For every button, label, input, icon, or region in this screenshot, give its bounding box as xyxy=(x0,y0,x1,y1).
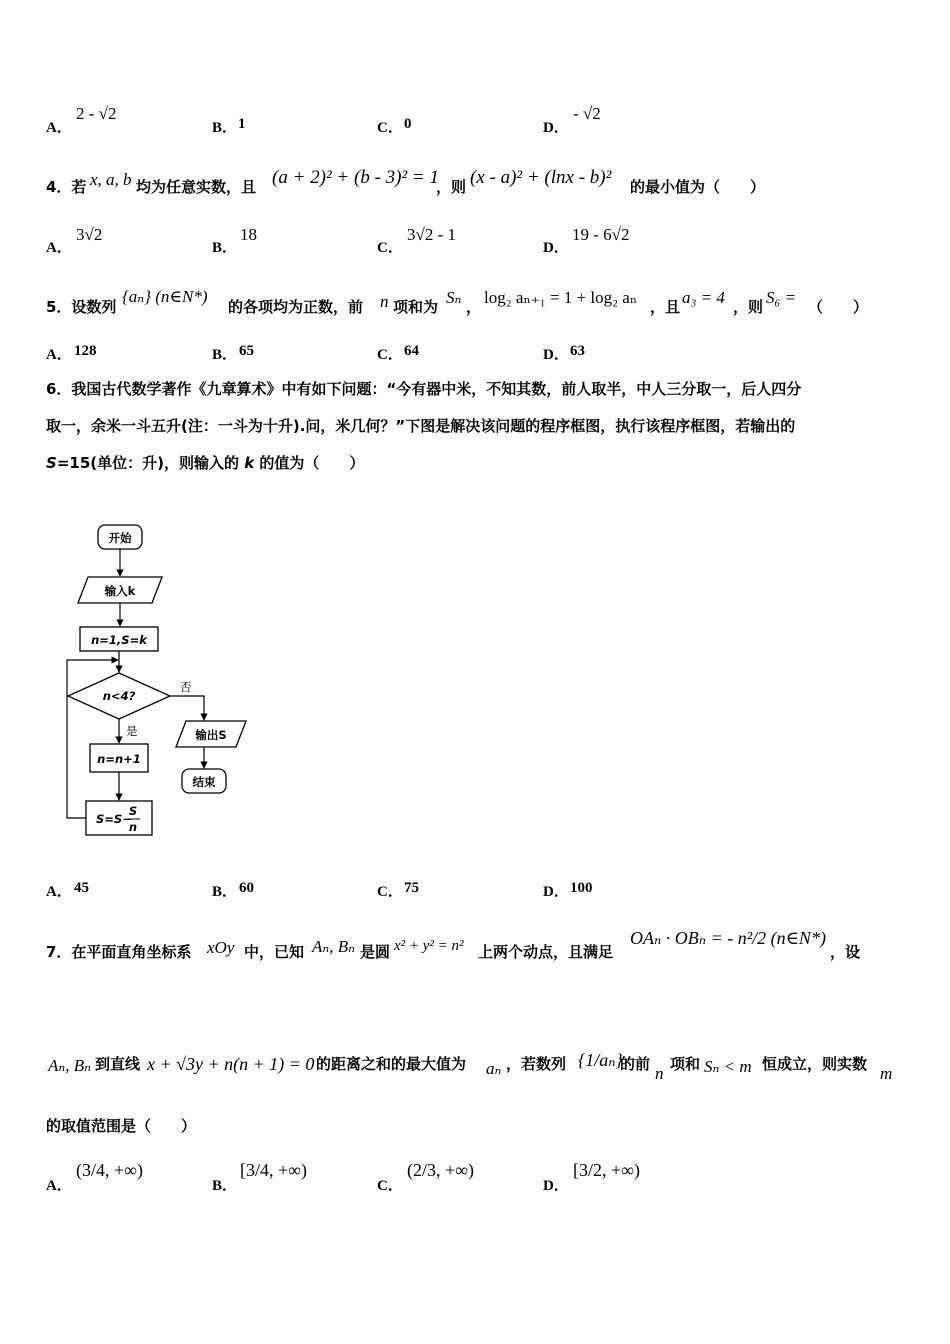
q4-option-a-letter: A． xyxy=(46,240,72,256)
flow-init-label: n=1,S=k xyxy=(91,633,147,647)
flow-increment-label: n=n+1 xyxy=(97,752,141,766)
q4-text-2: ，则 xyxy=(436,178,467,196)
q7-text-8: 的前 xyxy=(620,1055,651,1073)
q7-option-b-value: [3/4, +∞) xyxy=(240,1160,307,1180)
q4-option-c-letter: C． xyxy=(377,240,403,256)
q5-option-b-letter: B． xyxy=(212,347,238,363)
q3-option-d-value: - √2 xyxy=(573,104,601,123)
flow-update-denominator: n xyxy=(128,820,138,834)
q4-option-b-value: 18 xyxy=(240,225,257,244)
q7-text-4: ，设 xyxy=(830,943,861,961)
q6-option-b-value: 60 xyxy=(239,880,254,896)
q5-number: 5．设数列 xyxy=(46,298,117,316)
q5-option-c-letter: C． xyxy=(377,347,403,363)
q7-option-a-letter: A． xyxy=(46,1178,72,1194)
q6-option-d-letter: D． xyxy=(543,884,569,900)
q6-option-c-letter: C． xyxy=(377,884,403,900)
q4-option-a-value: 3√2 xyxy=(76,225,103,244)
q5-option-c-value: 64 xyxy=(404,343,419,359)
flow-end-label: 结束 xyxy=(192,775,216,789)
q4-expression: (x - a)² + (lnx - b)² xyxy=(470,167,612,188)
q4-option-d-value: 19 - 6√2 xyxy=(572,225,630,244)
q6-option-c-value: 75 xyxy=(404,880,419,896)
flow-arrow-no xyxy=(170,696,204,720)
q4-condition: (a + 2)² + (b - 3)² = 1 xyxy=(272,167,439,188)
q5-text-4: ，则 xyxy=(733,298,764,316)
q6-k-symbol: k xyxy=(244,454,255,472)
q4-number: 4．若 xyxy=(46,178,87,196)
q7-circle: x² + y² = n² xyxy=(394,938,464,954)
q4-text-3: 的最小值为（ ） xyxy=(630,178,766,196)
q7-text-1: 中，已知 xyxy=(244,943,305,961)
q7-ab-2: Aₙ, Bₙ xyxy=(48,1056,92,1075)
q5-option-a-value: 128 xyxy=(74,343,97,359)
q7-option-c-letter: C． xyxy=(377,1178,403,1194)
q7-line: x + √3y + n(n + 1) = 0 xyxy=(147,1054,315,1074)
q6-s-symbol: S xyxy=(46,454,57,472)
flow-input-label: 输入k xyxy=(104,584,136,598)
flow-update-numerator: S xyxy=(128,804,138,818)
q7-m: m xyxy=(880,1064,893,1083)
q6-line-1: 6．我国古代数学著作《九章算术》中有如下问题：“今有器中米，不知其数，前人取半，中人三分取一，后人四分 xyxy=(46,380,802,398)
q3-option-a-letter: A． xyxy=(46,120,72,136)
q6-line-3-b: 的值为（ ） xyxy=(259,454,365,472)
q7-text-2: 是圆 xyxy=(360,943,391,961)
q7-dot-product: OAₙ · OBₙ = - n²/2 (n∈N*) xyxy=(630,928,826,948)
q5-text-2: 项和为 xyxy=(393,298,439,316)
q7-text-7: ，若数列 xyxy=(506,1055,567,1073)
q7-option-a-value: (3/4, +∞) xyxy=(76,1160,143,1180)
q7-number: 7．在平面直角坐标系 xyxy=(46,943,192,961)
q5-a3: a₃ = 4 xyxy=(682,288,725,307)
q7-reciprocal-sequence: {1/aₙ} xyxy=(578,1050,623,1070)
q7-an: aₙ xyxy=(486,1059,502,1078)
q7-n: n xyxy=(655,1064,664,1083)
q5-option-b-value: 65 xyxy=(239,343,254,359)
q4-vars: x, a, b xyxy=(90,170,132,189)
flow-no-label: 否 xyxy=(180,680,192,694)
q7-option-d-letter: D． xyxy=(543,1178,569,1194)
q3-option-d-letter: D． xyxy=(543,120,569,136)
flow-update-lhs: S=S− xyxy=(96,812,132,826)
q3-option-c-value: 0 xyxy=(404,116,412,132)
q4-option-c-value: 3√2 - 1 xyxy=(407,225,456,244)
q5-option-d-letter: D． xyxy=(543,347,569,363)
q7-line-3: 的取值范围是（ ） xyxy=(46,1117,197,1135)
q5-sn: Sₙ xyxy=(446,288,462,307)
q7-ab: Aₙ, Bₙ xyxy=(312,937,356,956)
q7-option-b-letter: B． xyxy=(212,1178,238,1194)
q5-s6: S₆ = xyxy=(766,288,797,307)
flow-decision-label: n<4? xyxy=(102,689,136,703)
q6-option-b-letter: B． xyxy=(212,884,238,900)
q7-text-5: 到直线 xyxy=(95,1055,141,1073)
q7-sn-lt-m: Sₙ < m xyxy=(704,1057,752,1076)
q5-n: n xyxy=(380,292,389,311)
q6-option-a-value: 45 xyxy=(74,880,89,896)
flow-yes-label: 是 xyxy=(126,724,138,738)
q4-option-b-letter: B． xyxy=(212,240,238,256)
q4-text-1: 均为任意实数，且 xyxy=(136,178,257,196)
q3-option-c-letter: C． xyxy=(377,120,403,136)
q5-comma: ， xyxy=(466,298,482,316)
q6-line-2: 取一，余米一斗五升(注：一斗为十升).问，米几何？”下图是解决该问题的程序框图，执行该程序框图，若输出的 xyxy=(46,417,796,435)
q5-option-d-value: 63 xyxy=(570,343,585,359)
flow-output-label: 输出S xyxy=(195,728,227,742)
q5-text-1: 的各项均为正数，前 xyxy=(228,298,364,316)
q7-text-3: 上两个动点，且满足 xyxy=(478,943,614,961)
q5-sequence: {aₙ} (n∈N*) xyxy=(122,287,208,306)
q5-text-5: （ ） xyxy=(808,298,869,316)
q5-option-a-letter: A． xyxy=(46,347,72,363)
q3-option-b-letter: B． xyxy=(212,120,238,136)
q7-text-9: 项和 xyxy=(670,1055,701,1073)
q7-text-6: 的距离之和的最大值为 xyxy=(316,1055,467,1073)
q6-option-d-value: 100 xyxy=(570,880,593,896)
q7-option-d-value: [3/2, +∞) xyxy=(573,1160,640,1180)
q4-option-d-letter: D． xyxy=(543,240,569,256)
q6-line-3-a: =15(单位：升)，则输入的 xyxy=(56,454,239,472)
q6-option-a-letter: A． xyxy=(46,884,72,900)
q3-option-a-value: 2 - √2 xyxy=(76,104,117,123)
q7-option-c-value: (2/3, +∞) xyxy=(407,1160,474,1180)
q5-text-3: ，且 xyxy=(650,298,681,316)
flow-start-label: 开始 xyxy=(108,531,132,545)
q3-option-b-value: 1 xyxy=(238,116,246,132)
q7-text-10: 恒成立，则实数 xyxy=(762,1055,868,1073)
q7-xoy: xOy xyxy=(207,938,235,957)
q5-log-relation: log₂ aₙ₊₁ = 1 + log₂ aₙ xyxy=(484,288,638,307)
